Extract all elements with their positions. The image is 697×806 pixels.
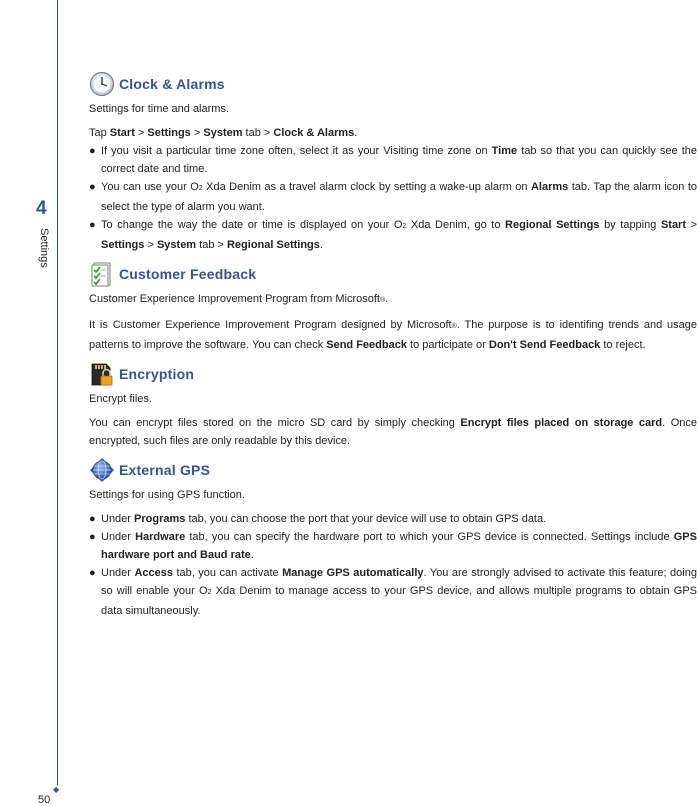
section-header xyxy=(89,70,697,98)
bullet-list xyxy=(89,142,697,254)
list-item: ● Under Access tab, you can activate Manage GPS automatically. You are strongly advised to activate this feature; doing so will enable your O2 Xda Denim to manage access to your GPS device, and allows multiple programs to obtain GPS data simultaneously. xyxy=(89,567,697,617)
sd-card-lock-icon xyxy=(89,361,115,387)
chapter-title: Settings xyxy=(38,228,50,268)
navigation-path: Tap Start > Settings > System tab > Clock & Alarms. xyxy=(89,127,358,139)
section-header xyxy=(89,360,697,388)
globe-icon xyxy=(89,457,115,483)
list-item: ● Under Programs tab, you can choose the port that your device will use to obtain GPS data. xyxy=(89,513,547,525)
section-clock-alarms xyxy=(89,70,697,254)
section-customer-feedback xyxy=(89,260,697,354)
page-content xyxy=(89,70,697,626)
section-encryption xyxy=(89,360,697,450)
bullet-list xyxy=(89,510,697,620)
section-description: Encrypt files. xyxy=(89,393,152,405)
list-item: ● Under Hardware tab, you can specify the hardware port to which your GPS device is connected. Settings include GPS hardware port and Baud rate. xyxy=(89,531,697,561)
section-header xyxy=(89,260,697,288)
chapter-number: 4 xyxy=(36,198,47,219)
section-title: Clock & Alarms xyxy=(119,76,225,92)
page-number: 50 xyxy=(38,794,51,806)
section-title: External GPS xyxy=(119,462,211,478)
list-item: ● If you visit a particular time zone often, select it as your Visiting time zone on Time tab so that you can quickly see the correct date and time. xyxy=(89,145,697,175)
section-description: Settings for time and alarms. xyxy=(89,103,230,115)
section-external-gps xyxy=(89,456,697,620)
section-title: Encryption xyxy=(119,366,195,382)
section-description: Settings for using GPS function. xyxy=(89,489,245,501)
section-description: Customer Experience Improvement Program from Microsoft®. xyxy=(89,293,389,305)
section-body: You can encrypt files stored on the micro SD card by simply checking Encrypt files placed on storage card. Once encrypted, such files are only readable by this device. xyxy=(89,417,697,447)
section-body: It is Customer Experience Improvement Program designed by Microsoft®. The purpose is to identifing trends and usage patterns to improve the software. You can check Send Feedback to participate or Don't Send Feedback to reject. xyxy=(89,319,697,351)
section-header xyxy=(89,456,697,484)
section-title: Customer Feedback xyxy=(119,266,257,282)
clock-icon xyxy=(89,71,115,97)
checklist-icon xyxy=(89,261,115,287)
list-item: ● To change the way the date or time is displayed on your O2 Xda Denim, go to Regional Settings by tapping Start > Settings > System tab > Regional Settings. xyxy=(89,219,697,251)
sidebar-rule xyxy=(57,0,58,785)
list-item: ● You can use your O2 Xda Denim as a travel alarm clock by setting a wake-up alarm on Alarms tab. Tap the alarm icon to select the type of alarm you want. xyxy=(89,181,697,213)
page-marker-icon: ◆ xyxy=(53,785,60,794)
